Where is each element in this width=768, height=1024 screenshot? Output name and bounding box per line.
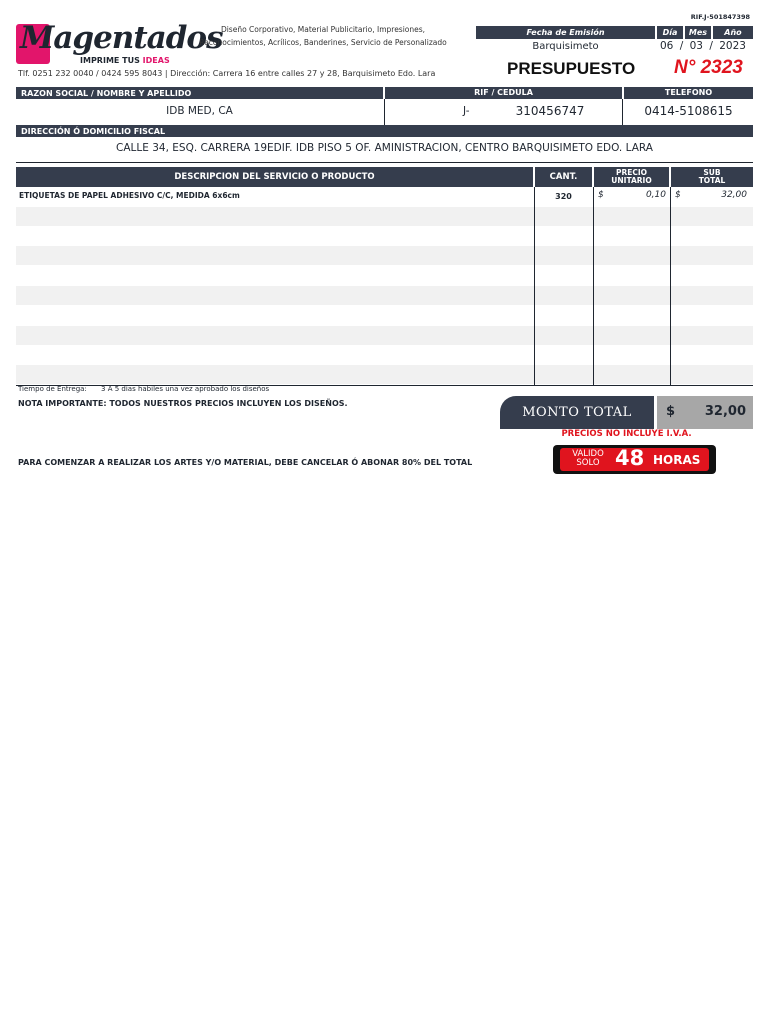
emission-year: 2023 <box>719 40 746 52</box>
total-label: MONTO TOTAL <box>500 396 654 429</box>
item-subtotal-currency: $ <box>675 190 681 200</box>
logo-text: Magentados <box>20 20 223 56</box>
validity-unit: HORAS <box>653 453 701 467</box>
col-description-header: DESCRIPCION DEL SERVICIO O PRODUCTO <box>16 167 533 187</box>
company-logo <box>14 20 223 68</box>
client-address-header: DIRECCIÓN Ó DOMICILIO FISCAL <box>16 125 753 137</box>
document-number: N° 2323 <box>674 57 743 78</box>
client-rif-prefix: J- <box>463 105 470 117</box>
day-header: Día <box>657 26 683 39</box>
important-note: NOTA IMPORTANTE: TODOS NUESTROS PRECIOS INCLUYEN LOS DISEÑOS. <box>18 399 348 408</box>
emission-day: 06 <box>660 40 674 52</box>
client-phone: 0414-5108615 <box>644 104 733 118</box>
table-row <box>16 187 753 206</box>
delivery-time: Tiempo de Entrega: 3 A 5 días habiles una vez aprobado los diseños <box>18 385 270 393</box>
item-subtotal: 32,00 <box>721 190 747 200</box>
col-quantity-header: CANT. <box>535 167 592 187</box>
company-services: Diseño Corporativo, Material Publicitario, Impresiones, Reconocimientos, Acrílicos, Banderines, Servicio de Personalizado <box>199 25 447 47</box>
client-rif-header: RIF / CEDULA <box>385 87 622 99</box>
company-contact: Tlf. 0251 232 0040 / 0424 595 8043 | Dirección: Carrera 16 entre calles 27 y 28, Barquisimeto Edo. Lara <box>18 69 436 78</box>
client-phone-header: TELEFONO <box>624 87 753 99</box>
emission-city: Barquisimeto <box>532 41 599 52</box>
validity-badge: VALIDO SOLO 48 HORAS <box>553 445 716 474</box>
client-rif: 310456747 <box>515 104 585 118</box>
iva-note: PRECIOS NO INCLUYE I.V.A. <box>561 429 692 439</box>
logo-tagline: IMPRIME TUS IDEAS <box>80 56 170 65</box>
item-description: ETIQUETAS DE PAPEL ADHESIVO C/C, MEDIDA 6x6cm <box>19 191 240 200</box>
payment-note: PARA COMENZAR A REALIZAR LOS ARTES Y/O MATERIAL, DEBE CANCELAR Ó ABONAR 80% DEL TOTAL <box>18 458 473 467</box>
item-unit-currency: $ <box>598 190 604 200</box>
client-address: CALLE 34, ESQ. CARRERA 19EDIF. IDB PISO 5 OF. AMINISTRACION, CENTRO BARQUISIMETO EDO. LARA <box>116 142 653 154</box>
col-unit-price-header: PRECIO UNITARIO <box>594 167 669 187</box>
validity-number: 48 <box>615 446 645 470</box>
item-quantity: 320 <box>555 192 572 201</box>
company-rif: RIF.J-501847398 <box>690 13 750 21</box>
year-header: Año <box>713 26 753 39</box>
emission-month: 03 <box>689 40 703 52</box>
emission-date-header: Fecha de Emisión <box>476 26 655 39</box>
col-subtotal-header: SUB TOTAL <box>671 167 753 187</box>
document-title: PRESUPUESTO <box>507 59 636 78</box>
month-header: Mes <box>685 26 711 39</box>
emission-date: 06 / 03 / 2023 <box>660 40 746 52</box>
total-amount: $ 32,00 <box>657 396 753 429</box>
client-name-header: RAZON SOCIAL / NOMBRE Y APELLIDO <box>16 87 383 99</box>
client-name: IDB MED, CA <box>166 105 233 117</box>
item-unit-price: 0,10 <box>645 190 666 200</box>
